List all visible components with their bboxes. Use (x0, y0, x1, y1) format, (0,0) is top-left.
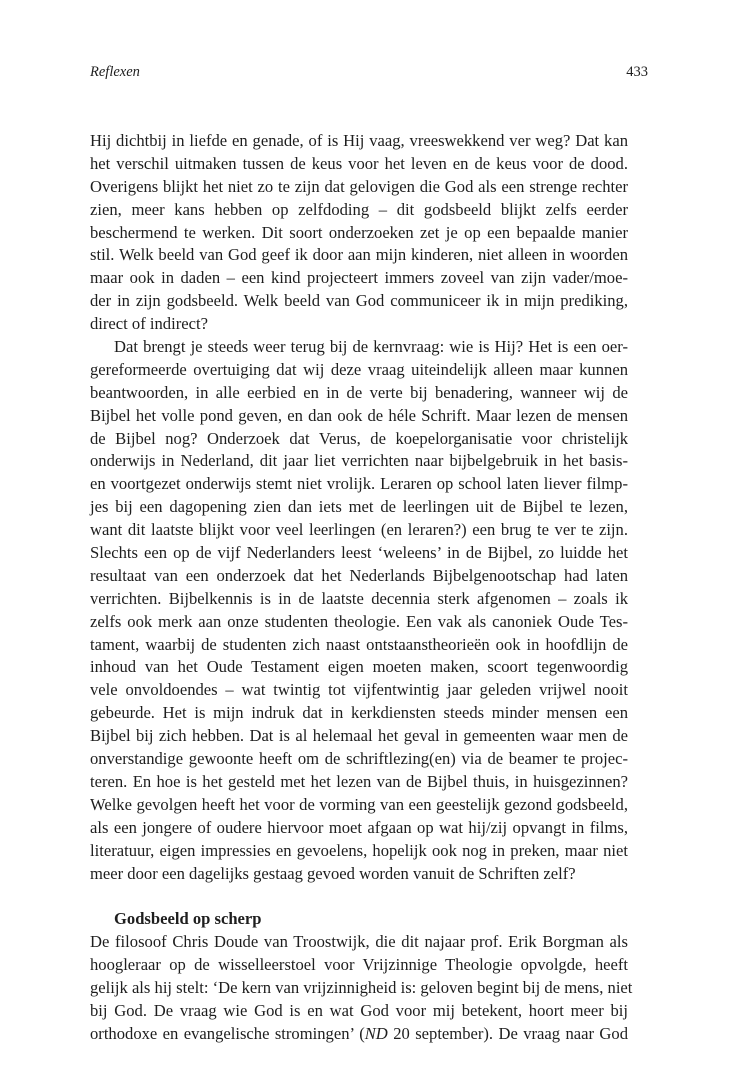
text-line: beschermend te werken. Dit soort onderzoeken zet je op een bepaalde manier (90, 222, 628, 242)
text-line: gelijk als hij stelt: ‘De kern van vrijzinnigheid is: geloven begint bij de mens, niet (90, 977, 633, 997)
text-line: gebeurde. Het is mijn indruk dat in kerkdiensten steeds minder mensen een (90, 703, 628, 723)
text-line: zelfs ook merk aan onze studenten theologie. Een vak als canoniek Oude Tes- (90, 611, 628, 631)
text-line: meer door een dagelijks gestaag gevoed worden vanuit de Schriften zelf? (90, 863, 576, 883)
text-line: De filosoof Chris Doude van Troostwijk, die dit najaar prof. Erik Borgman als (90, 932, 628, 952)
page-number: 433 (626, 64, 648, 80)
text-line: vele onvoldoendes – wat twintig tot vijfentwintig jaar geleden vrijwel nooit (90, 680, 628, 700)
text-line: want dit laatste blijkt voor veel leerlingen (en leraren?) een brug te ver te zijn. (90, 520, 628, 540)
text-line: Overigens blijkt het niet zo te zijn dat gelovigen die God als een strenge rechter (90, 176, 628, 196)
text-line: teren. En hoe is het gesteld met het lezen van de Bijbel thuis, in huisgezinnen? (90, 771, 628, 791)
paragraph-3 (90, 931, 633, 1045)
text-line: inhoud van het Oude Testament eigen moeten maken, scoort tegenwoordig (90, 657, 628, 677)
text-line: als een jongere of oudere hiervoor moet afgaan op wat hij/zij opvangt in films, (90, 817, 628, 837)
text-line: Welke gevolgen heeft het voor de vorming van een geestelijk gezond godsbeeld, (90, 794, 628, 814)
page-header (90, 64, 648, 84)
text-line: hoogleraar op de wisselleerstoel voor Vrijzinnige Theologie opvolgde, heeft (90, 955, 628, 975)
text-line: Dat brengt je steeds weer terug bij de kernvraag: wie is Hij? Het is een oer- (114, 337, 628, 357)
text-line: beantwoorden, in alle eerbied en in de verte bij benadering, wanneer wij de (90, 382, 628, 402)
line-text: 20 september). De vraag naar God (387, 1023, 628, 1043)
text-line: tament, waarbij de studenten zich naast ontstaanstheorieën ook in hoofdlijn de (90, 634, 628, 654)
text-line: en voortgezet onderwijs stemt niet vrolijk. Leraren op school laten liever filmp- (90, 474, 628, 494)
text-line: de Bijbel nog? Onderzoek dat Verus, de koepelorganisatie voor christelijk (90, 428, 628, 448)
text-line: onderwijs in Nederland, dit jaar liet verrichten naar bijbelgebruik in het basis- (90, 451, 628, 471)
text-line: direct of indirect? (90, 314, 208, 334)
text-line: jes bij een dagopening zien dan iets met de leerlingen uit de Bijbel te lezen, (90, 497, 628, 517)
text-line: het verschil uitmaken tussen de keus voor het leven en de keus voor de dood. (90, 153, 628, 173)
text-line (90, 1023, 628, 1046)
body-text (90, 130, 633, 1046)
newspaper-abbreviation: ND (364, 1023, 388, 1043)
running-title: Reflexen (90, 64, 140, 80)
text-line: onverstandige gewoonte heeft om de schriftlezing(en) via de beamer te projec- (90, 749, 628, 769)
text-line: verrichten. Bijbelkennis is in de laatste decennia sterk afgenomen – zoals ik (90, 588, 628, 608)
text-line: literatuur, eigen impressies en gevoelens, hopelijk ook nog in preken, maar niet (90, 840, 628, 860)
text-line: bij God. De vraag wie God is en wat God voor mij betekent, hoort meer bij (90, 1000, 628, 1020)
text-line: zien, meer kans hebben op zelfdoding – dit godsbeeld blijkt zelfs eerder (90, 199, 628, 219)
text-line: maar ook in daden – een kind projecteert immers zoveel van zijn vader/moe- (90, 268, 628, 288)
line-text: orthodoxe en evangelische stromingen’ ( (90, 1023, 365, 1043)
text-line: Hij dichtbij in liefde en genade, of is Hij vaag, vreeswekkend ver weg? Dat kan (90, 131, 628, 150)
paragraph-1 (90, 130, 628, 336)
text-line: Bijbel bij zich hebben. Dat is al helemaal het geval in gemeenten waar men de (90, 726, 628, 746)
text-line: der in zijn godsbeeld. Welk beeld van God communiceer ik in mijn prediking, (90, 291, 628, 311)
text-line: Bijbel het volle pond geven, en dan ook de héle Schrift. Maar lezen de mensen (90, 405, 628, 425)
paragraph-2 (90, 336, 628, 885)
text-line: resultaat van een onderzoek dat het Nederlands Bijbelgenootschap had laten (90, 565, 628, 585)
text-line: Slechts een op de vijf Nederlanders leest ‘weleens’ in de Bijbel, zo luidde het (90, 543, 628, 563)
text-line: gereformeerde overtuiging dat wij deze vraag uiteindelijk alleen maar kunnen (90, 359, 628, 379)
text-line: stil. Welk beeld van God geef ik door aan mijn kinderen, niet alleen in woorden (90, 245, 628, 265)
section-heading: Godsbeeld op scherp (114, 909, 262, 929)
